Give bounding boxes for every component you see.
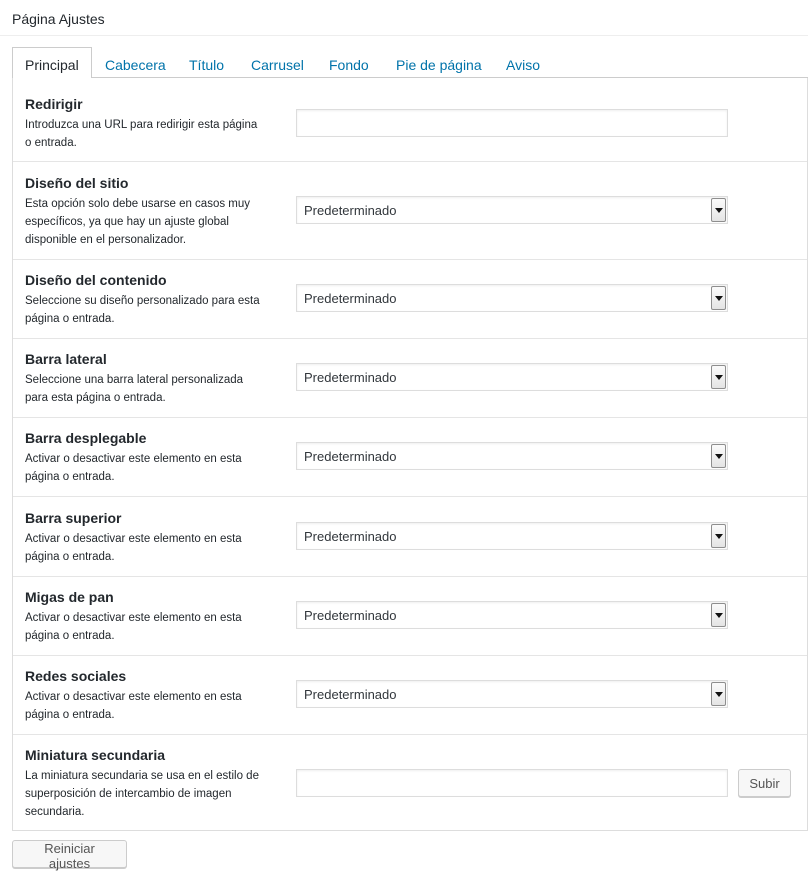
setting-description: Seleccione una barra lateral personalizada para esta página o entrada. — [25, 374, 244, 404]
upload-button[interactable]: Subir — [738, 769, 791, 797]
setting-label: Barra superior — [25, 510, 122, 526]
select-value: Predeterminado — [304, 529, 397, 544]
setting-row-sidebar — [13, 339, 807, 418]
tab-principal[interactable]: Principal — [12, 47, 92, 79]
setting-label: Redes sociales — [25, 668, 127, 684]
setting-label: Miniatura secundaria — [25, 747, 166, 763]
setting-row-social — [13, 656, 807, 735]
select-value: Predeterminado — [304, 291, 397, 306]
sidebar-select[interactable] — [296, 363, 728, 391]
setting-row-breadcrumbs — [13, 577, 807, 656]
select-value: Predeterminado — [304, 687, 397, 702]
content-layout-select[interactable] — [296, 284, 728, 312]
setting-description: Seleccione su diseño personalizado para esta página o entrada. — [25, 295, 260, 325]
settings-box — [12, 78, 808, 831]
tab-bar — [12, 47, 808, 78]
setting-description: Activar o desactivar este elemento en esta página o entrada. — [25, 453, 242, 483]
panel-title: Página Ajustes — [12, 11, 105, 27]
panel-header — [0, 0, 808, 36]
setting-row-top-bar — [13, 497, 807, 577]
setting-row-site-layout — [13, 162, 807, 260]
top-bar-select[interactable] — [296, 522, 728, 550]
secondary-thumbnail-input[interactable] — [296, 769, 728, 797]
select-value: Predeterminado — [304, 608, 397, 623]
chevron-down-icon — [711, 444, 726, 468]
chevron-down-icon — [711, 682, 726, 706]
setting-description: Introduzca una URL para redirigir esta página o entrada. — [25, 119, 258, 149]
reset-settings-button[interactable]: Reiniciar ajustes — [12, 840, 127, 868]
select-value: Predeterminado — [304, 370, 397, 385]
tab-cabecera[interactable]: Cabecera — [105, 57, 166, 73]
setting-label: Barra desplegable — [25, 430, 147, 446]
chevron-down-icon — [711, 524, 726, 548]
setting-row-redirect — [13, 78, 807, 162]
site-layout-select[interactable] — [296, 196, 728, 224]
setting-label: Barra lateral — [25, 351, 107, 367]
chevron-down-icon — [711, 365, 726, 389]
tab-carrusel[interactable]: Carrusel — [251, 57, 304, 73]
setting-label: Migas de pan — [25, 589, 114, 605]
tab-aviso[interactable]: Aviso — [506, 57, 540, 73]
select-value: Predeterminado — [304, 449, 397, 464]
setting-description: Activar o desactivar este elemento en esta página o entrada. — [25, 691, 242, 721]
setting-description: Esta opción solo debe usarse en casos muy específicos, ya que hay un ajuste global disponible en el personalizador. — [25, 198, 251, 246]
setting-description: Activar o desactivar este elemento en esta página o entrada. — [25, 533, 242, 563]
setting-row-content-layout — [13, 260, 807, 339]
setting-label: Diseño del sitio — [25, 175, 129, 191]
breadcrumbs-select[interactable] — [296, 601, 728, 629]
setting-label: Redirigir — [25, 96, 83, 112]
redirect-url-input[interactable] — [296, 109, 728, 137]
chevron-down-icon — [711, 198, 726, 222]
setting-label: Diseño del contenido — [25, 272, 167, 288]
select-value: Predeterminado — [304, 203, 397, 218]
setting-description: Activar o desactivar este elemento en esta página o entrada. — [25, 612, 242, 642]
tab-fondo[interactable]: Fondo — [329, 57, 369, 73]
chevron-down-icon — [711, 286, 726, 310]
setting-row-secondary-thumbnail — [13, 735, 807, 831]
dropdown-bar-select[interactable] — [296, 442, 728, 470]
setting-row-dropdown-bar — [13, 418, 807, 497]
tab-titulo[interactable]: Título — [189, 57, 225, 73]
tab-pie-de-pagina[interactable]: Pie de página — [396, 57, 482, 73]
setting-description: La miniatura secundaria se usa en el estilo de superposición de intercambio de imagen secundaria. — [25, 770, 259, 818]
chevron-down-icon — [711, 603, 726, 627]
social-select[interactable] — [296, 680, 728, 708]
